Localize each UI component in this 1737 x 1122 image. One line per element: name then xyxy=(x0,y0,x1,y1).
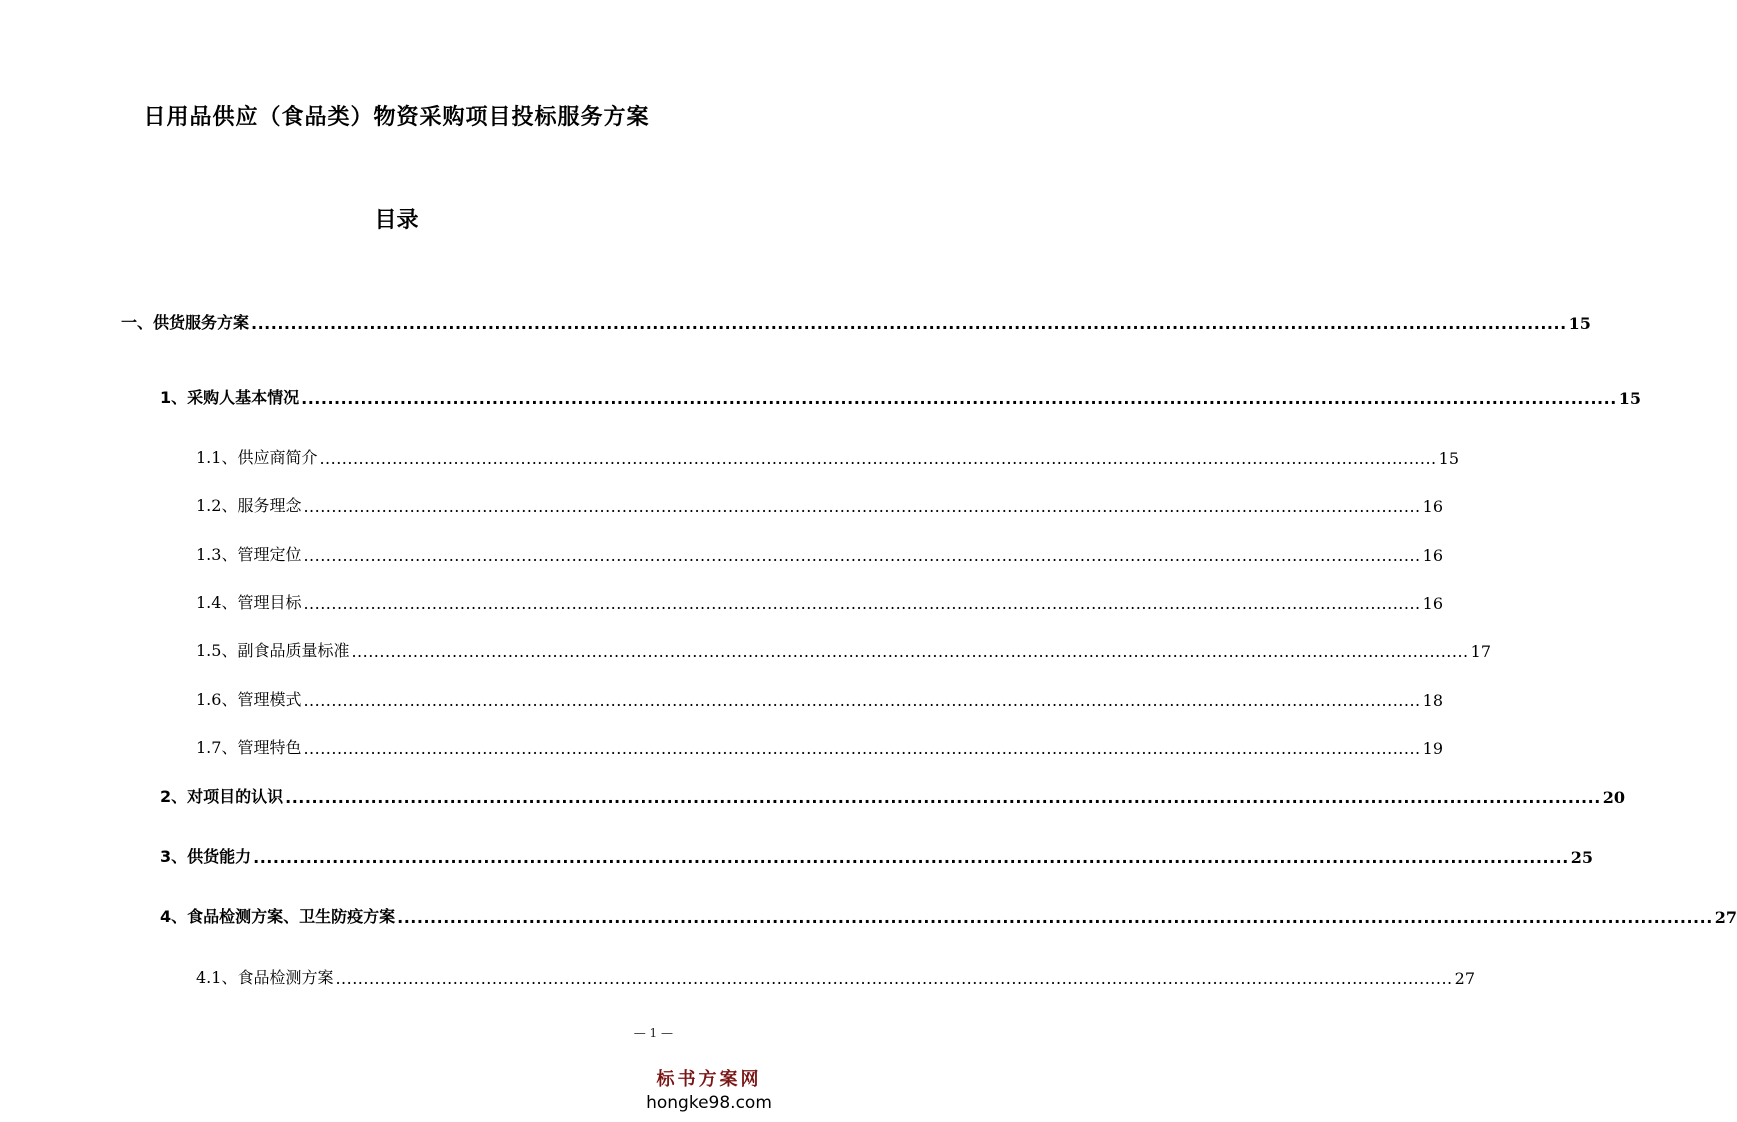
toc-entry-4-section[interactable] xyxy=(160,901,1737,927)
toc-entry-3-section[interactable] xyxy=(160,841,1594,867)
toc-entry-text: 1.1、供应商简介 xyxy=(196,448,318,467)
toc-page-number: 18 xyxy=(1422,691,1443,710)
watermark-url-text: hongke98.com xyxy=(646,1093,772,1113)
toc-entry-1-3[interactable] xyxy=(196,539,1443,565)
toc-entry-text: 3、供货能力 xyxy=(160,847,252,866)
toc-dot-leader: ........................................................................................................................................................................................................ xyxy=(253,848,1569,867)
toc-page-number: 20 xyxy=(1602,788,1626,807)
toc-entry-1-1[interactable] xyxy=(196,442,1459,468)
toc-page-number: 15 xyxy=(1438,449,1459,468)
toc-page-number: 17 xyxy=(1470,642,1491,661)
toc-entry-text: 4、食品检测方案、卫生防疫方案 xyxy=(160,907,396,926)
toc-entry-2-section[interactable] xyxy=(160,781,1626,807)
toc-entry-text: 4.1、食品检测方案 xyxy=(196,968,334,987)
toc-page-number: 27 xyxy=(1714,908,1737,927)
toc-entry-text: 1.3、管理定位 xyxy=(196,545,302,564)
toc-heading: 目录 xyxy=(374,208,419,233)
toc-entry-text: 1.4、管理目标 xyxy=(196,593,302,612)
toc-page-number: 16 xyxy=(1422,546,1443,565)
toc-dot-leader: ........................................................................................................................................................................................................ xyxy=(285,788,1601,807)
toc-page-number: 27 xyxy=(1454,969,1475,988)
toc-entry-1-2[interactable] xyxy=(196,490,1443,516)
toc-dot-leader: ........................................................................................................................................................................................................ xyxy=(301,389,1617,408)
toc-entry-text: 2、对项目的认识 xyxy=(160,787,284,806)
toc-entry-1-7[interactable] xyxy=(196,732,1443,758)
watermark-chinese-text: 标书方案网 xyxy=(656,1069,762,1090)
toc-dot-leader: ........................................................................................................................................................................................................ xyxy=(335,969,1453,988)
toc-entry-1-6[interactable] xyxy=(196,684,1443,710)
toc-entry-text: 1.7、管理特色 xyxy=(196,738,302,757)
toc-dot-leader: ........................................................................................................................................................................................................ xyxy=(303,546,1421,565)
toc-dot-leader: ........................................................................................................................................................................................................ xyxy=(397,908,1713,927)
toc-page-number: 19 xyxy=(1422,739,1443,758)
toc-entry-1-4[interactable] xyxy=(196,587,1443,613)
toc-entry-1[interactable] xyxy=(121,307,1591,333)
toc-page-number: 15 xyxy=(1618,389,1642,408)
page-number-footer: — 1 — xyxy=(633,1026,673,1040)
toc-entry-text: 一、供货服务方案 xyxy=(121,313,250,332)
site-watermark xyxy=(639,1068,779,1114)
toc-page-number: 16 xyxy=(1422,497,1443,516)
toc-dot-leader: ........................................................................................................................................................................................................ xyxy=(303,594,1421,613)
toc-page-number: 16 xyxy=(1422,594,1443,613)
toc-entry-text: 1.2、服务理念 xyxy=(196,496,302,515)
toc-entry-text: 1.6、管理模式 xyxy=(196,690,302,709)
toc-entry-1-section[interactable] xyxy=(160,382,1642,408)
toc-entry-text: 1.5、副食品质量标准 xyxy=(196,641,350,660)
toc-dot-leader: ........................................................................................................................................................................................................ xyxy=(303,497,1421,516)
toc-dot-leader: ........................................................................................................................................................................................................ xyxy=(319,449,1437,468)
toc-entry-text: 1、采购人基本情况 xyxy=(160,388,300,407)
toc-dot-leader: ........................................................................................................................................................................................................ xyxy=(251,314,1567,333)
document-title: 日用品供应（食品类）物资采购项目投标服务方案 xyxy=(143,105,650,130)
toc-dot-leader: ........................................................................................................................................................................................................ xyxy=(303,691,1421,710)
toc-entry-1-5[interactable] xyxy=(196,635,1491,661)
toc-page-number: 25 xyxy=(1570,848,1594,867)
toc-dot-leader: ........................................................................................................................................................................................................ xyxy=(351,642,1469,661)
toc-entry-4-1[interactable] xyxy=(196,962,1475,988)
toc-dot-leader: ........................................................................................................................................................................................................ xyxy=(303,739,1421,758)
toc-page-number: 15 xyxy=(1568,314,1591,333)
